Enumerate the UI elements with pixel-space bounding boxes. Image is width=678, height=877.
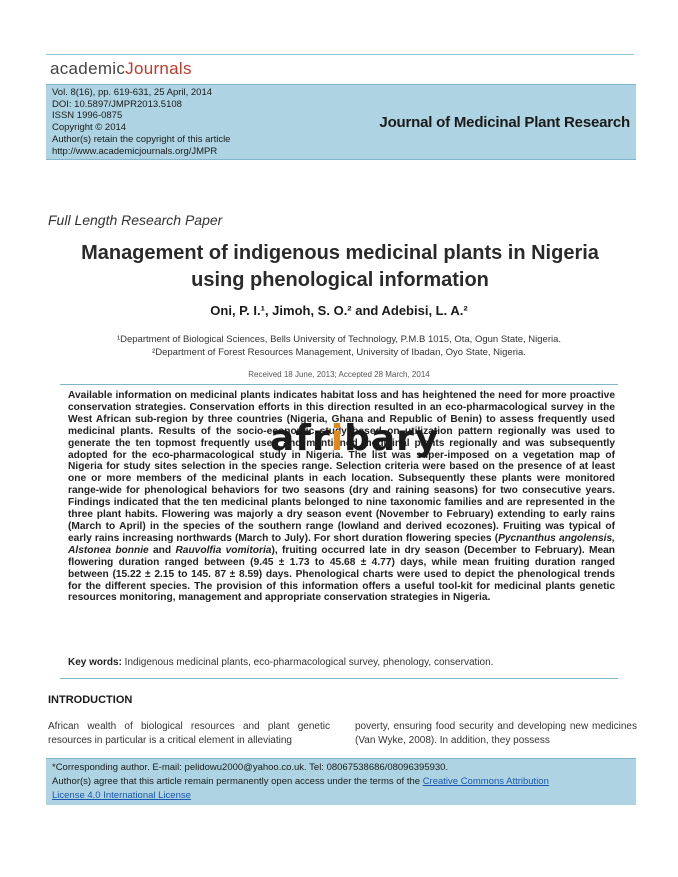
issn-line: ISSN 1996-0875 <box>52 110 123 122</box>
journal-url-line[interactable]: http://www.academicjournals.org/JMPR <box>52 145 218 157</box>
footnote-box <box>46 758 636 805</box>
abstract-top-rule <box>60 384 618 385</box>
copyright-retain-line: Author(s) retain the copyright of this article <box>52 133 231 145</box>
copyright-line: Copyright © 2014 <box>52 122 127 134</box>
abstract: Available information on medicinal plants indicates habitat loss and has heightened the need for more proactive conservation strategies. Conservation efforts in this direction resulted in an eco-pharmacological survey in the West African sub-region by three countries (Nigeria, Ghana and Republic of Benin) to assess frequently used medicinal plants. Results of the socio-economic study based on utilization pattern regionally was used to generate the ten topmost frequently used and mentioned medicinal plants regionally and was subsequently adopted for the eco-pharmacological study in Nigeria. The list was super-imposed on a vegetation map of Nigeria for study sites selection in the species range. Selection criteria were based on the presence of at least one or more members of the medicinal plants in each location. Subsequently these plants were monitored range-wide for phenological behaviors for two seasons (dry and raining seasons) for two consecutive years. Findings indicated that the ten medicinal plants belonged to nine taxonomic families and are represented in the three plant habits. Flowering was majorly a dry season event (November to February) extending to early rains (March to April) in the species of the southern range (lowland and derived ecozones). Fruiting was typical of early rains increasing northwards (March to July). For short duration flowering species (Pycnanthus angolensis, Alstonea bonnie and Rauvolfia vomitoria), fruiting occurred late in dry season (December to February). Mean flowering duration ranged between (9.45 ± 1.73 to 45.68 ± 4.77) days, while mean fruiting duration ranged between (15.22 ± 2.15 to 145. 87 ± 8.59) days. Phenological charts were used to depict the phenological trends for the different species. The provision of this information offers a useful tool-kit for medicinal plants genetic resources monitoring, management and appropriate conservation strategies in Nigeria. <box>68 390 616 604</box>
abstract-bottom-rule <box>60 678 618 679</box>
volume-line: Vol. 8(16), pp. 619-631, 25 April, 2014 <box>52 87 213 98</box>
corresponding-author: *Corresponding author. E-mail: pelidowu2000@yahoo.co.uk. Tel: 08067538686/08096395930. <box>52 762 449 773</box>
header-rule <box>46 54 634 55</box>
intro-column-right: poverty, ensuring food security and developing new medicines (Van Wyke, 2008). In addition, they possess <box>355 721 637 746</box>
received-dates: Received 18 June, 2013; Accepted 28 March, 2014 <box>248 370 430 379</box>
intro-column-left: African wealth of biological resources and plant genetic resources in particular is a critical element in alleviating <box>48 721 330 746</box>
affiliation-2: ²Department of Forest Resources Management, University of Ibadan, Oyo State, Nigeria. <box>152 347 526 358</box>
article-info-box <box>46 84 636 160</box>
keywords: Key words: Indigenous medicinal plants, eco-pharmacological survey, phenology, conservation. <box>68 657 494 668</box>
license-link[interactable]: Creative Commons Attribution <box>422 776 549 787</box>
affiliation-1: ¹Department of Biological Sciences, Bells University of Technology, P.M.B 1015, Ota, Ogun State, Nigeria. <box>116 334 562 345</box>
section-heading-introduction: INTRODUCTION <box>48 694 133 706</box>
license-link-2[interactable]: License 4.0 International License <box>52 790 191 801</box>
paper-title: Management of indigenous medicinal plants in Nigeria using phenological information <box>81 242 599 291</box>
paper-type: Full Length Research Paper <box>48 212 223 228</box>
license-line-2 <box>52 790 191 802</box>
journal-name: Journal of Medicinal Plant Research <box>379 114 630 131</box>
publisher-logo: academicJournals <box>50 59 192 78</box>
license-line: Author(s) agree that this article remain permanently open access under the terms of the Creative Commons Attribution <box>52 776 549 787</box>
doi-line: DOI: 10.5897/JMPR2013.5108 <box>52 98 182 110</box>
authors: Oni, P. I.¹, Jimoh, S. O.² and Adebisi, L. A.² <box>210 303 468 318</box>
watermark-logo: afribary <box>270 418 440 459</box>
